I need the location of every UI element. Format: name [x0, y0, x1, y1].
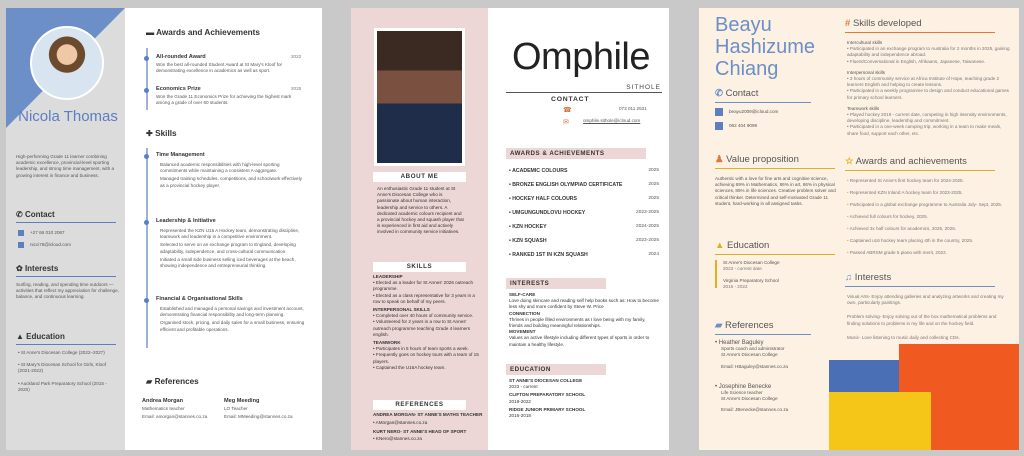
- skill-item: • Participates in 5 hours of team sports a week.: [373, 346, 469, 352]
- divider: [16, 222, 116, 223]
- phone-number: 073 011 2531: [619, 106, 647, 111]
- reference-email[interactable]: Email: amorgan@stannes.co.za: [142, 414, 208, 419]
- skill-bullets: [160, 162, 306, 189]
- reference-role: Life Science teacher: [721, 390, 763, 396]
- skill-group-title: TEAMWORK: [373, 340, 401, 346]
- award-item: • Participated in a global exchange programme to Australia July- Sept, 2025.: [847, 202, 1003, 207]
- interests-heading: ♫ Interests: [845, 272, 892, 283]
- interest-item: Problem solving- Enjoy solving out of the box mathematical problems and finding solutions to problems in my life and on the hockey field.: [847, 314, 997, 326]
- skills-list: [847, 40, 1011, 137]
- awards-heading: ☆ Awards and achievements: [845, 156, 967, 167]
- skills-heading: # Skills developed: [845, 18, 922, 29]
- contact-heading: ✆ Contact: [715, 88, 759, 99]
- awards-heading: AWARDS & ACHIEVEMENTS: [506, 148, 646, 159]
- skill-item: • Elected as a leader for St Annes' 2026 outreach programme.: [373, 280, 474, 292]
- divider: [845, 286, 995, 287]
- awards-list: [847, 178, 1011, 262]
- phone-icon: ✆: [16, 210, 23, 219]
- award-title: Economics Prize: [156, 86, 201, 92]
- education-item: • St Anne's Diocesan College (2022–2027): [18, 350, 105, 355]
- skill-group-title: Interpersonal skills: [847, 69, 886, 75]
- divider: [16, 344, 116, 345]
- email-link[interactable]: omphile.sithole@icloud.com: [583, 118, 641, 123]
- skill-bullets: [160, 306, 306, 333]
- first-name: Omphile: [512, 36, 650, 78]
- skill-item: • Participated in a one-week camping trip, working in a team to make meals, share food, support each other, etc.: [847, 124, 1002, 136]
- candidate-name: Beayu Hashizume Chiang: [715, 14, 816, 80]
- school-name: CLIFTON PREPARATORY SCHOOL: [509, 392, 586, 398]
- award-row: • BRONZE ENGLISH OLYMPIAD CERTIFICATE 2025: [509, 182, 659, 188]
- references-heading: ▰ References: [146, 377, 199, 386]
- skills-heading: SKILLS: [373, 262, 466, 272]
- interest-text: Thrives in people filled environments as I love being with my family, friends and building meaningful relationships.: [509, 316, 646, 329]
- skill-item: • Frequently goes on hockey tours with a team of 15 players.: [373, 352, 479, 364]
- school-years: 2023 - current date: [723, 266, 762, 271]
- awards-heading: ▬ Awards and Achievements: [146, 28, 260, 37]
- phone-square-icon: [18, 230, 24, 236]
- skill-item: • Elected as a class representative for 3 years in a row to speak on behalf of my peers.: [373, 292, 475, 304]
- award-item: • Passed ABRSM grade 5 piano with merit, 2022.: [847, 250, 947, 255]
- reference-role: LO Teacher: [224, 406, 248, 411]
- education-item: • St Mary's Diocesan School for Girls, Kloof (2021-2022): [18, 362, 107, 374]
- school-years: 2019-2022: [509, 398, 531, 404]
- puzzle-icon: ✚: [146, 129, 153, 138]
- skill-bullet: Established and managed a personal savings and investment account, demonstrating financial responsibility and long-term planning.: [160, 306, 304, 318]
- education-timeline: [715, 260, 717, 288]
- book-icon: ▰: [715, 320, 723, 331]
- awards-list: [509, 168, 659, 266]
- school-name: ST ANNE'S DIOCESAN COLLEGE: [509, 378, 583, 383]
- award-item: • Achieved 3x half colours for academics, 2025, 2026.: [847, 226, 957, 231]
- divider: [845, 32, 995, 33]
- references-heading: REFERENCES: [373, 400, 466, 410]
- skill-item: • Fluent/Conversational in English, Afrikaans, Japanese, Taiwanese.: [847, 58, 986, 64]
- skill-group-title: INTERPERSONAL SKILLS: [373, 307, 430, 313]
- award-desc: Won the Grade 11 Economics Prize for achieving the highest mark among a grade of over 60 students.: [156, 94, 292, 106]
- award-item: • Achieved full colours for hockey, 2025.: [847, 214, 928, 219]
- last-name: SITHOLE: [626, 84, 661, 91]
- divider: [715, 168, 835, 169]
- divider: [715, 102, 811, 103]
- reference-name: • Josephine Benecke: [715, 383, 772, 390]
- skill-bullets: [160, 228, 306, 269]
- phone-icon: ✆: [715, 88, 723, 99]
- reference-email[interactable]: • KNero@stannes.co.za: [373, 435, 422, 441]
- education-heading: EDUCATION: [506, 364, 606, 375]
- reference-name: Meg Meeding: [224, 398, 260, 404]
- hash-icon: #: [845, 18, 851, 29]
- reference-school: St Anne's Diocesan College: [721, 352, 778, 358]
- graduation-cap-icon: ▲: [16, 332, 24, 341]
- reference-email[interactable]: Email: MMeeding@stannes.co.za: [224, 414, 293, 419]
- interest-item: Visual Arts- Enjoy attending galleries and analyzing artworks and creating my own, particularly paintings.: [847, 294, 1004, 306]
- timeline-dot: [144, 154, 149, 159]
- timeline-dot: [144, 220, 149, 225]
- interest-item: Music- Love listening to music daily and collecting CDs.: [847, 334, 960, 340]
- award-item: • Captained u16 hockey team placing 4th in the country, 2025.: [847, 238, 974, 243]
- skill-group-title: Teamwork skills: [847, 105, 880, 111]
- interest-title: CONNECTION: [509, 310, 540, 316]
- interest-text: Values an active lifestyle including different types of sports in order to maintain a healthy lifestyle.: [509, 335, 650, 347]
- education-heading: ▲ Education: [16, 332, 65, 341]
- decor-yellow-block: [829, 392, 931, 450]
- school-name: St Anne's Diocesan College: [723, 260, 780, 265]
- award-year: 2022: [291, 54, 302, 59]
- timeline-dot: [144, 298, 149, 303]
- reference-email[interactable]: Email: JBenecke@stannes.co.za: [721, 407, 789, 413]
- reference-name: Andrea Morgan: [142, 398, 184, 404]
- award-title: All-rounded Award: [156, 54, 206, 60]
- references-heading: ▰ References: [715, 320, 774, 331]
- award-desc: Won the best all-rounded Student Award at St Mary's Kloof for demonstrating excellence in academics as well as sport.: [156, 62, 283, 74]
- interests-list: [509, 292, 659, 348]
- references-list: [715, 340, 839, 414]
- mail-icon: ✉: [563, 119, 569, 126]
- profile-photo: [374, 28, 465, 166]
- interest-text: Love doing skincare and reading self help books such as: How to become less shy and more confident by Steve W. Price: [509, 298, 659, 310]
- skills-list: [373, 274, 483, 371]
- resume-nicola-thomas: [6, 8, 322, 450]
- email-square-icon: [715, 108, 723, 116]
- skill-item: • 3 hours of community service at Africa Institute of Hope, teaching grade 2 learners English and helping to create lessons.: [847, 76, 1000, 88]
- candidate-name: Nicola Thomas: [18, 108, 118, 125]
- email-link[interactable]: nicci76@icloud.com: [30, 242, 71, 247]
- school-years: 2023 - current: [509, 384, 538, 390]
- skill-item: • Participated in a weekly programme to design and conduct educational games for primary school learners.: [847, 88, 1009, 100]
- skill-item: • Participated in an exchange program to Australia for 2 months in 2025, gaining adaptability and independence abroad.: [847, 46, 1010, 58]
- skill-item: • Completed over 40 hours of community service.: [373, 313, 474, 319]
- skill-bullet: Represented the KZN U16 A Hockey team, demonstrating discipline, teamwork and leadership in a competitive environment.: [160, 228, 300, 240]
- skill-bullet: Selected to serve on an exchange program to England, developing adaptability, independence, and cross-cultural communication.: [160, 242, 296, 254]
- skill-bullet: Initiated a small side business selling iced beverages at the beach, showing independence and entrepreneurial thinking.: [160, 256, 296, 269]
- skill-group-title: Time Management: [156, 152, 205, 158]
- skill-item: • Volunteered for 2 years in a row to St Annes' outreach programme teaching Grade 4 learners english.: [373, 319, 471, 337]
- phone-number: 082 404 9099: [729, 123, 758, 128]
- book-icon: ▰: [146, 377, 153, 386]
- reference-name: • Heather Baguley: [715, 340, 764, 346]
- trophy-icon: ▬: [146, 28, 155, 37]
- profile-photo: [30, 26, 104, 100]
- divider: [715, 254, 835, 255]
- reference-email[interactable]: Email: HBaguley@stannes.co.za: [721, 363, 788, 369]
- skill-bullet: Managed training schedules, competitions, and schoolwork effectively as a provincial hockey player.: [160, 176, 302, 188]
- award-row: • UMGUNGUNDLOVU HOCKEY 2023-2025: [509, 210, 659, 216]
- skill-bullet: Organised stock, pricing, and daily sales for a small business, ensuring efficient and profitable operations.: [160, 320, 305, 332]
- interests-text: Surfing, reading, and spending time outdoors — activities that reflect my appreciation for challenge, balance, and continuous learning.: [16, 282, 119, 300]
- education-list: [18, 350, 118, 393]
- skill-group-title: LEADERSHIP: [373, 274, 403, 279]
- reference-role: Mathematics teacher: [142, 406, 185, 411]
- award-row: • RANKED 1ST IN KZN SQUASH 2024: [509, 252, 659, 258]
- divider: [715, 334, 811, 335]
- skill-group-title: Intercultural skills: [847, 40, 883, 45]
- email-link[interactable]: beayu2009@icloud.com: [729, 109, 779, 114]
- interest-title: MOVEMENT: [509, 329, 536, 335]
- decor-blue-block: [829, 360, 901, 396]
- education-list: [509, 378, 659, 419]
- divider: [845, 170, 995, 171]
- graduation-cap-icon: ▲: [715, 240, 725, 251]
- award-item: • Represented St Anne's first hockey team for 2024-2025.: [847, 178, 964, 183]
- trophy-icon: ☆: [845, 156, 854, 167]
- school-name: Virginia Preparatory School: [723, 278, 779, 283]
- award-row: • ACADEMIC COLOURS 2025: [509, 168, 659, 174]
- divider: [506, 92, 662, 93]
- award-year: 2025: [291, 86, 302, 91]
- reference-name: ANDREA MORGAN- ST ANNE'S MATHS TEACHER: [373, 412, 483, 417]
- award-item: • Represented KZN Inland A hockey team for 2023-2025.: [847, 190, 963, 195]
- skill-item: • Played hockey 2019 - current date, competing in high intensity environments, developing discipline, leadership and commitment.: [847, 112, 1007, 124]
- skill-group-title: Financial & Organisational Skills: [156, 296, 243, 302]
- timeline-dot: [144, 88, 149, 93]
- summary: High-performing Grade 11 learner combining academic excellence, provincial-level sporting leadership, and strong time management, with a growing interest in finance and business.: [16, 154, 115, 178]
- reference-school: St Anne's Diocesan College: [721, 396, 778, 402]
- school-years: 2016-2018: [509, 413, 531, 419]
- contact-heading: CONTACT: [551, 96, 590, 103]
- award-row: • HOCKEY HALF COLOURS 2025: [509, 196, 659, 202]
- timeline-line: [146, 148, 148, 348]
- school-years: 2015 - 2022: [723, 284, 748, 289]
- person-icon: ♟: [715, 154, 724, 165]
- award-row: • KZN HOCKEY 2024-2025: [509, 224, 659, 230]
- award-row: • KZN SQUASH 2023-2025: [509, 238, 659, 244]
- value-heading: ♟ Value proposition: [715, 154, 799, 165]
- reference-name: KURT NERO- ST ANNE'S HEAD OF SPORT: [373, 429, 467, 435]
- skill-item: • Captained the U16A hockey team.: [373, 364, 446, 370]
- heart-icon: ✿: [16, 264, 23, 273]
- email-square-icon: [18, 242, 24, 248]
- music-note-icon: ♫: [845, 272, 853, 283]
- reference-email[interactable]: • AMorgan@stannes.co.za: [373, 420, 428, 426]
- reference-role: Sports coach and administrator: [721, 346, 785, 352]
- school-name: RIDGE JUNIOR PRIMARY SCHOOL: [509, 406, 586, 412]
- phone-square-icon: [715, 122, 723, 130]
- timeline-dot: [144, 56, 149, 61]
- phone-number: +27 66 010 2067: [30, 230, 65, 235]
- interests-heading: ✿ Interests: [16, 264, 59, 273]
- about-text: An enthusiastic Grade 11 student at St Anne's Diocesan College who is passionate about human interaction, leadership and service to others. A dedicated academic colours recipient and a provincial hockey and squash player that is experienced in first aid and actively involved in community service initiatives.: [377, 186, 464, 235]
- references-list: [373, 412, 485, 442]
- contact-heading: ✆ Contact: [16, 210, 55, 219]
- education-heading: ▲ Education: [715, 240, 770, 251]
- interests-list: [847, 294, 1011, 341]
- interests-heading: INTERESTS: [506, 278, 606, 289]
- resume-omphile-sithole: [351, 8, 669, 450]
- skill-bullet: Balanced academic responsibilities with high-level sporting commitments while maintaining a consistent A-aggregate.: [160, 162, 280, 174]
- value-text: Authentic with a love for fine arts and cognitive science, achieving 89% in Mathematics, 86% in art, 86% in physical sciences, 85% in life sciences. Creative problem solver and critical thinker. Determined and self-motivated Grade 11 student, hard-working in all assigned tasks.: [715, 176, 836, 206]
- interest-title: SELF-CARE: [509, 292, 536, 297]
- skills-heading: ✚ Skills: [146, 129, 177, 138]
- phone-icon: ☎: [563, 107, 572, 114]
- about-heading: ABOUT ME: [373, 172, 466, 182]
- education-item: • Auckland Park Preparatory School (2015 - 2020): [18, 380, 107, 392]
- divider: [16, 276, 116, 277]
- resume-beayu-chiang: [699, 8, 1019, 450]
- skill-group-title: Leadership & Initiative: [156, 218, 216, 224]
